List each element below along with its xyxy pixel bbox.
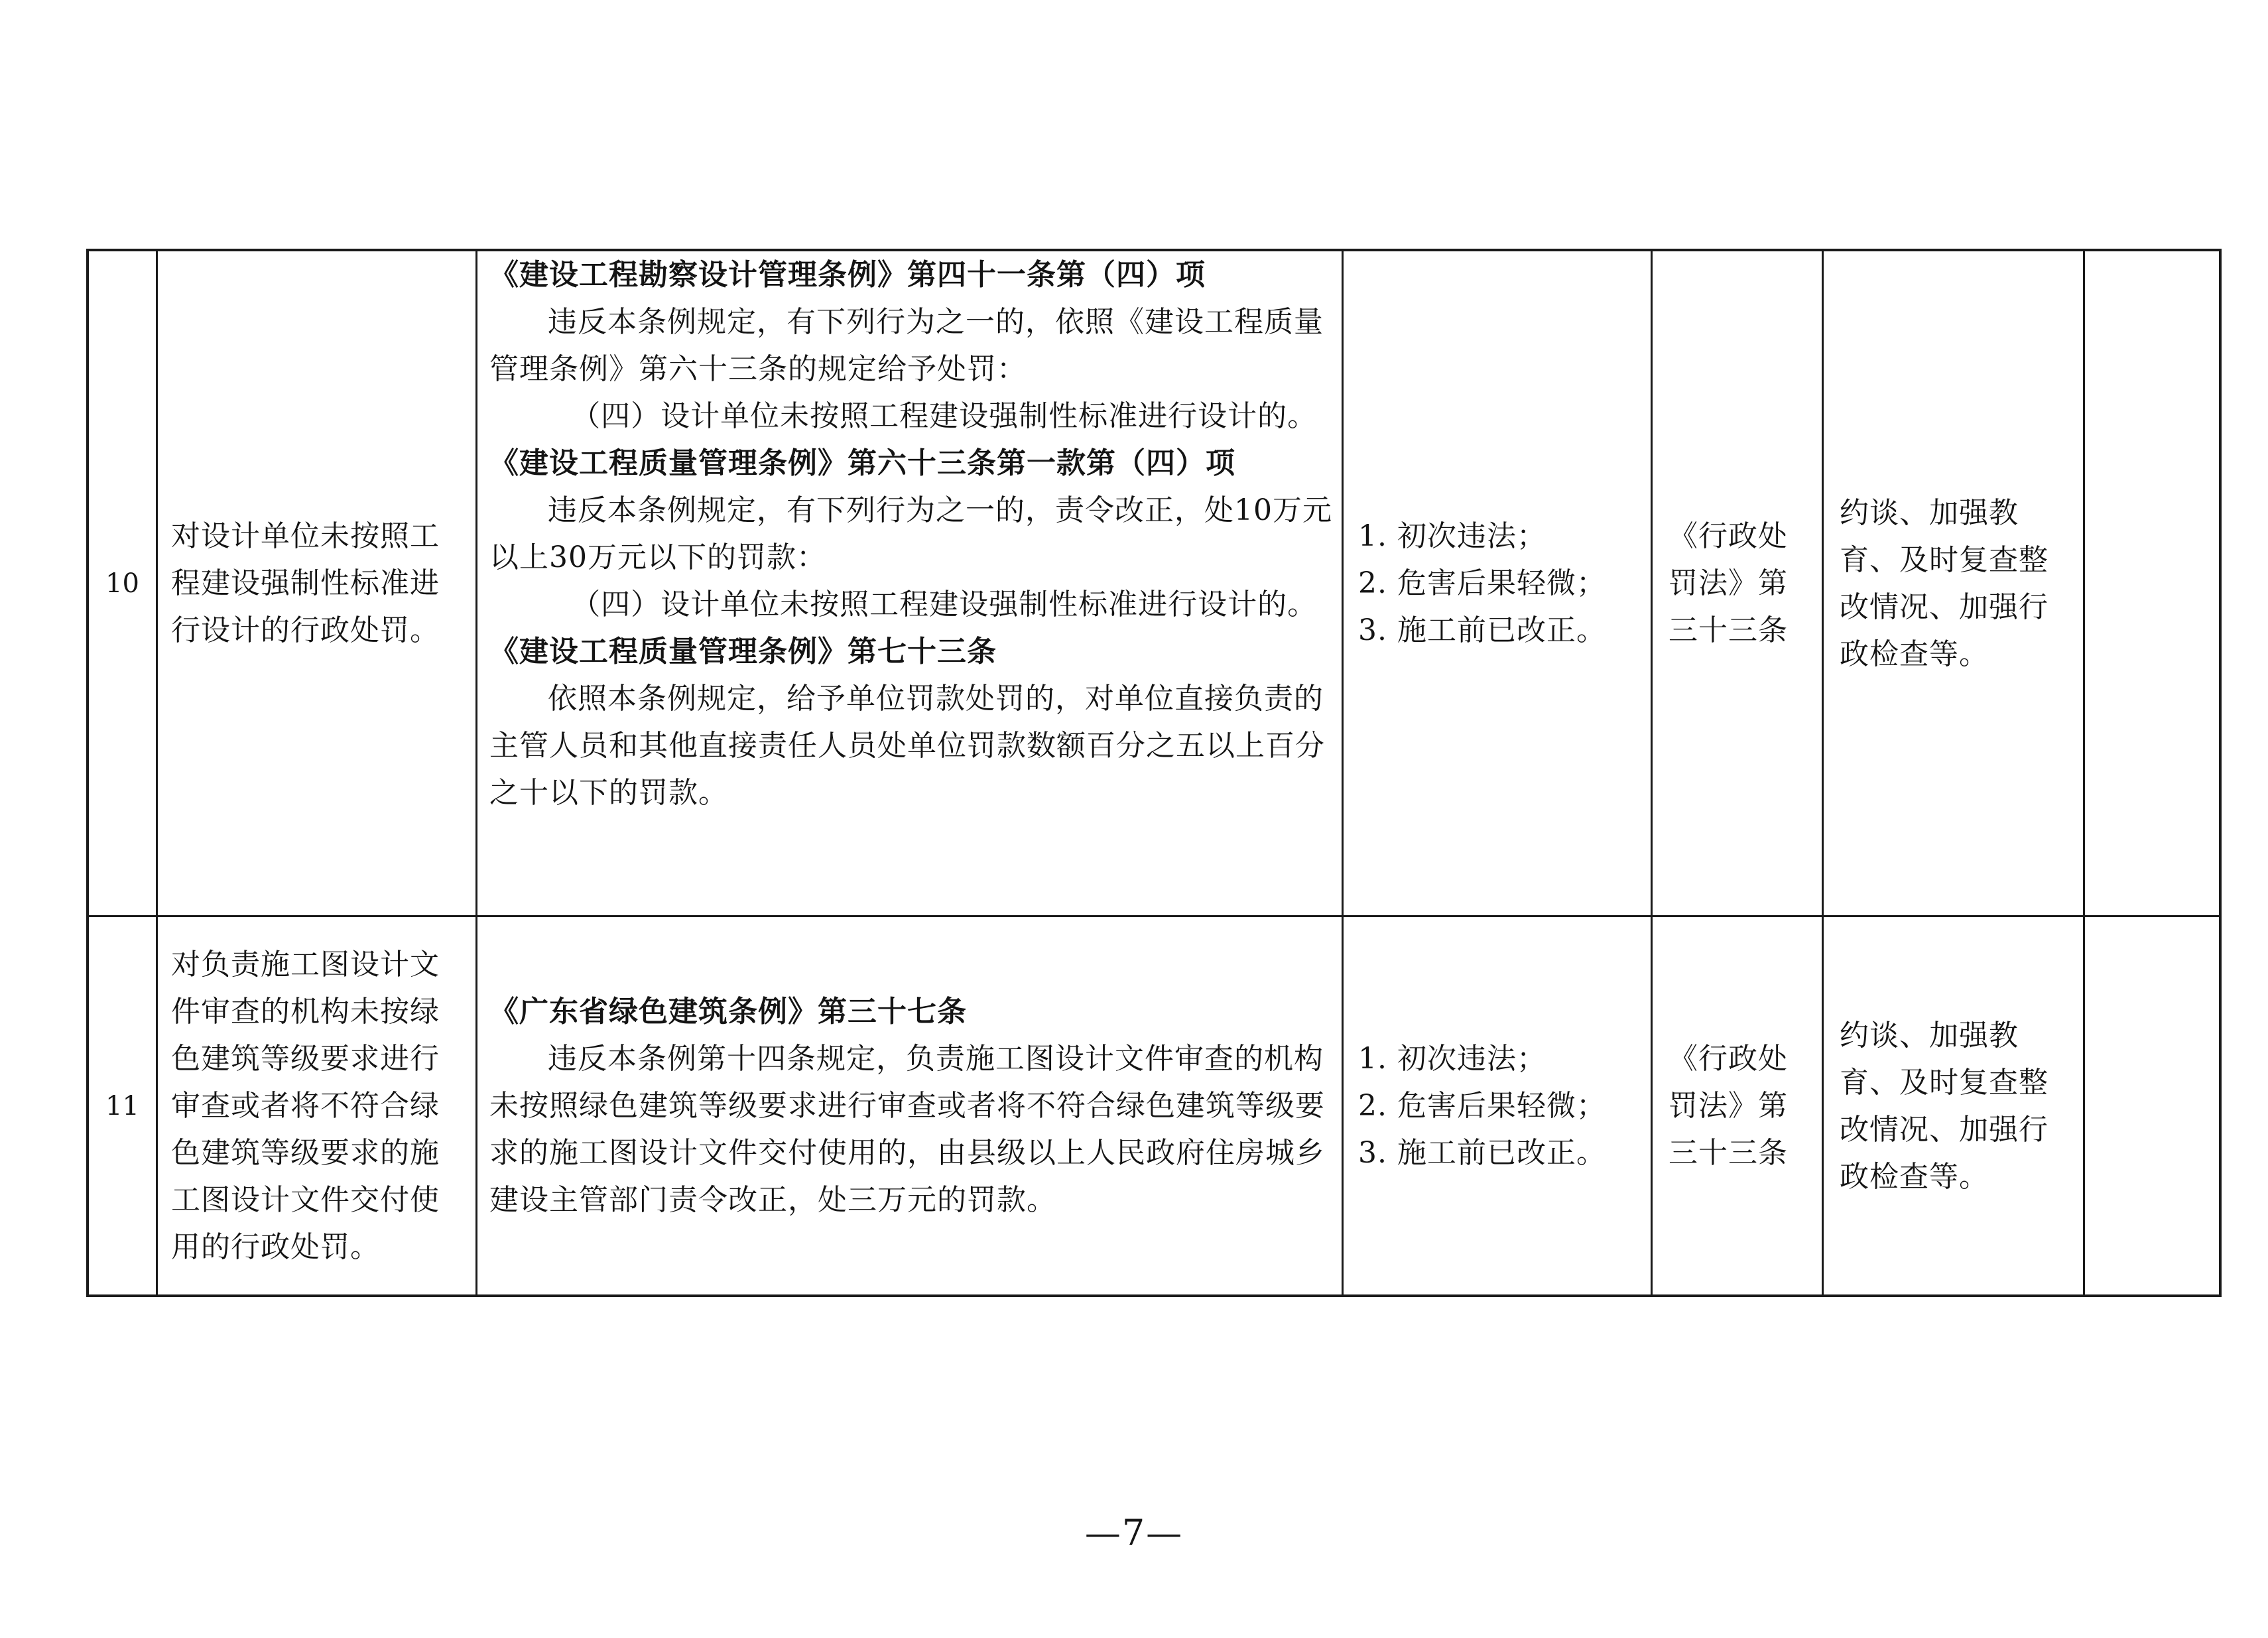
condition-item: 1. 初次违法； [1358, 1042, 1546, 1076]
measures: 约谈、加强教育、及时复查整改情况、加强行政检查等。 [1840, 495, 2048, 671]
condition-item: 2. 危害后果轻微； [1358, 566, 1606, 600]
law-article-title: 《建设工程质量管理条例》第六十三条第一款第（四）项 [489, 446, 1235, 480]
measures: 约谈、加强教育、及时复查整改情况、加强行政检查等。 [1840, 1018, 2048, 1194]
condition-item: 3. 施工前已改正。 [1358, 1136, 1606, 1170]
law-article-title: 《广东省绿色建筑条例》第三十七条 [489, 995, 967, 1029]
row-number: 10 [105, 568, 139, 599]
conditions-cell [1344, 251, 1653, 915]
condition-item: 3. 施工前已改正。 [1358, 613, 1606, 647]
row-number-cell [89, 251, 158, 915]
law-article-clause: （四）设计单位未按照工程建设强制性标准进行设计的。 [571, 399, 1318, 433]
table-row [89, 251, 2219, 917]
violation-item-cell [158, 251, 477, 915]
remark-cell [2085, 251, 2219, 915]
row-number-cell [89, 917, 158, 1294]
conditions-cell [1344, 917, 1653, 1294]
legal-basis-cell [477, 251, 1344, 915]
violation-item: 对设计单位未按照工程建设强制性标准进行设计的行政处罚。 [171, 519, 440, 647]
law-article-text: 依照本条例规定，给予单位罚款处罚的，对单位直接负责的主管人员和其他直接责任人员处单位罚款数额百分之五以上百分之十以下的罚款。 [489, 682, 1325, 810]
law-article-title: 《建设工程质量管理条例》第七十三条 [489, 635, 997, 668]
legal-reference: 《行政处罚法》第三十三条 [1669, 1042, 1788, 1170]
remark-cell [2085, 917, 2219, 1294]
legal-reference: 《行政处罚法》第三十三条 [1669, 519, 1788, 647]
law-article-text: 违反本条例规定，有下列行为之一的，依照《建设工程质量管理条例》第六十三条的规定给予处罚： [489, 305, 1324, 386]
law-article-text: 违反本条例第十四条规定，负责施工图设计文件审查的机构未按照绿色建筑等级要求进行审查或者将不符合绿色建筑等级要求的施工图设计文件交付使用的，由县级以上人民政府住房城乡建设主管部门责令改正，处三万元的罚款。 [489, 1042, 1325, 1217]
legal-basis-cell [477, 917, 1344, 1294]
law-article-text: 违反本条例规定，有下列行为之一的，责令改正，处10万元以上30万元以下的罚款： [489, 493, 1332, 574]
condition-item: 1. 初次违法； [1358, 519, 1546, 553]
law-article-title: 《建设工程勘察设计管理条例》第四十一条第（四）项 [489, 258, 1206, 292]
measures-cell [1824, 917, 2085, 1294]
violation-item-cell [158, 917, 477, 1294]
page-number: —7— [1084, 1512, 1184, 1554]
row-number: 11 [105, 1090, 139, 1121]
law-article-clause: （四）设计单位未按照工程建设强制性标准进行设计的。 [571, 588, 1318, 621]
measures-cell [1824, 251, 2085, 915]
legal-reference-cell [1653, 917, 1824, 1294]
violation-item: 对负责施工图设计文件审查的机构未按绿色建筑等级要求进行审查或者将不符合绿色建筑等级要求的施工图设计文件交付使用的行政处罚。 [171, 948, 440, 1264]
table-row [89, 917, 2219, 1294]
legal-reference-cell [1653, 251, 1824, 915]
condition-item: 2. 危害后果轻微； [1358, 1089, 1606, 1123]
penalty-exemption-table [86, 249, 2222, 1297]
